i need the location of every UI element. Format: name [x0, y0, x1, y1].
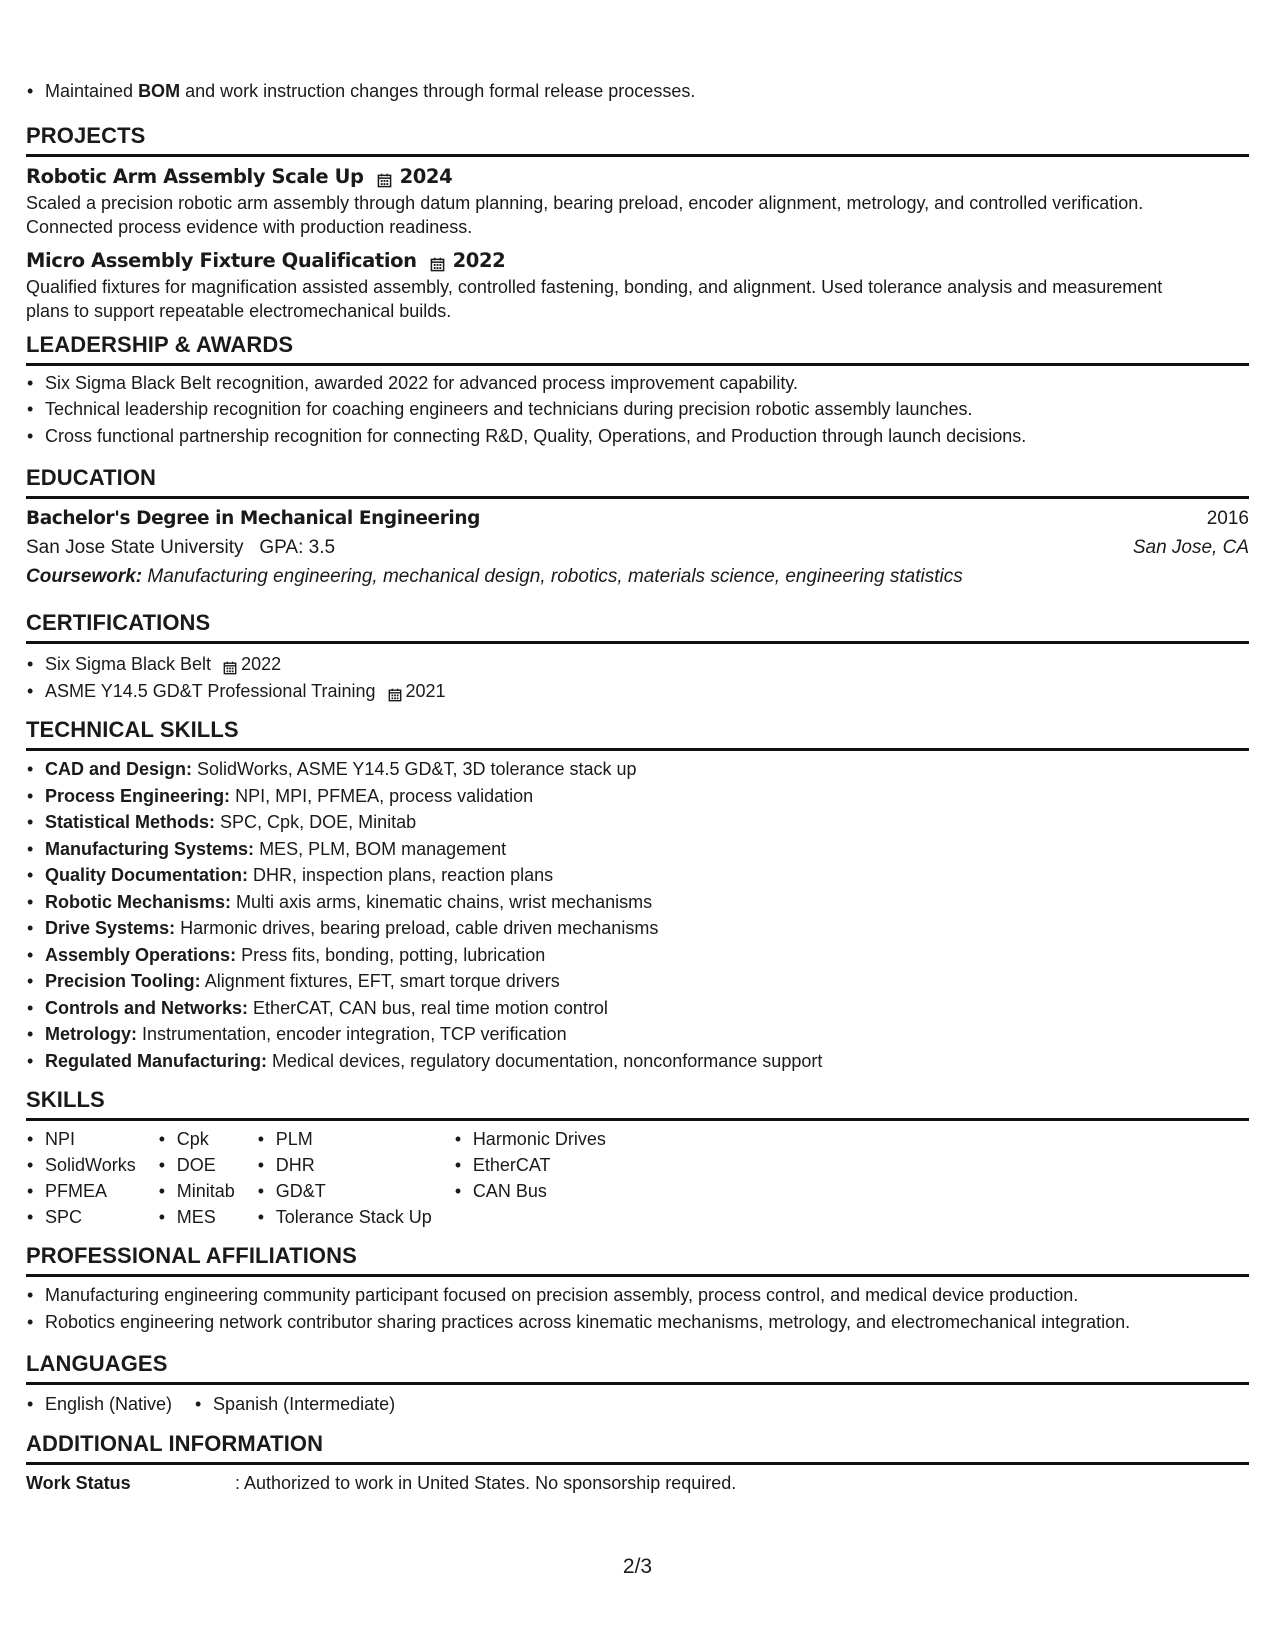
project-year: 2022	[452, 248, 506, 272]
skill-category: Controls and Networks:	[45, 997, 249, 1018]
section-title: TECHNICAL SKILLS	[26, 716, 1249, 751]
list-item: • English (Native)	[26, 1391, 172, 1418]
section-title: ADDITIONAL INFORMATION	[26, 1430, 1249, 1465]
list-item: • NPI	[26, 1126, 136, 1152]
skill-values: Alignment fixtures, EFT, smart torque drivers	[204, 971, 560, 991]
skill-category: Process Engineering:	[45, 785, 231, 806]
leadership-list	[26, 366, 1249, 450]
languages-section	[26, 1350, 1249, 1418]
list-item	[26, 1048, 1249, 1075]
certifications-section	[26, 609, 1249, 704]
school-name: San Jose State University	[26, 537, 244, 558]
skill-category: CAD and Design:	[45, 759, 193, 779]
project-description: Qualified fixtures for magnification assisted assembly, controlled fastening, bonding, and alignment. Used tolerance analysis and measurement plans to support repeatable electromechanical builds.	[26, 276, 1163, 321]
projects-section	[26, 122, 1249, 323]
list-item: • GD&T	[257, 1178, 432, 1204]
work-status-label: Work Status	[26, 1473, 131, 1493]
school-location: San Jose, CA	[1132, 537, 1249, 558]
list-item: • DOE	[158, 1152, 235, 1178]
skill-values: Medical devices, regulatory documentation, nonconformance support	[272, 1050, 823, 1071]
skill-category: Statistical Methods:	[45, 812, 216, 832]
list-item	[26, 995, 1249, 1022]
certifications-list	[26, 644, 1249, 704]
certification-name: ASME Y14.5 GD&T Professional Training	[45, 680, 376, 701]
languages-list	[26, 1385, 1249, 1418]
work-status-value: : Authorized to work in United States. No sponsorship required.	[235, 1473, 737, 1493]
projects-list	[26, 157, 1249, 323]
list-item	[26, 783, 1249, 810]
list-item: • CAN Bus	[454, 1178, 606, 1204]
project-heading	[26, 163, 1249, 191]
degree-name: Bachelor's Degree in Mechanical Engineering	[26, 508, 480, 529]
list-item	[26, 968, 1249, 995]
certification-year: 2022	[241, 654, 282, 674]
technical-skills-list	[26, 751, 1249, 1074]
skill-category: Manufacturing Systems:	[45, 838, 255, 859]
project-item	[26, 247, 1249, 323]
section-title: PROJECTS	[26, 122, 1249, 157]
list-item: • PFMEA	[26, 1178, 136, 1204]
education-degree-row	[26, 504, 1249, 533]
certification-year: 2021	[405, 680, 446, 701]
skill-category: Drive Systems:	[45, 918, 176, 938]
list-item: • SPC	[26, 1204, 136, 1230]
education-school-row	[26, 533, 1249, 562]
list-item: • Tolerance Stack Up	[257, 1204, 432, 1230]
list-item: • Technical leadership recognition for coaching engineers and technicians during precision robotic assembly launches.	[26, 396, 1249, 423]
education-section	[26, 464, 1249, 591]
calendar-icon	[430, 252, 445, 267]
coursework-row	[26, 562, 1249, 591]
resume-page	[26, 78, 1249, 1496]
list-item	[26, 915, 1249, 942]
work-status-row	[26, 1465, 1249, 1496]
skill-category: Quality Documentation:	[45, 865, 249, 885]
project-name: Micro Assembly Fixture Qualification	[26, 248, 417, 272]
graduation-year: 2016	[1206, 508, 1249, 529]
section-title: SKILLS	[26, 1086, 1249, 1121]
list-item: • Cpk	[158, 1126, 235, 1152]
certification-name: Six Sigma Black Belt	[45, 654, 212, 674]
skills-grid	[26, 1121, 1249, 1230]
coursework-text: Manufacturing engineering, mechanical design, robotics, materials science, engineering statistics	[147, 566, 963, 587]
list-item: • Manufacturing engineering community participant focused on precision assembly, process control, and medical device production.	[26, 1282, 1249, 1309]
list-item: • SolidWorks	[26, 1152, 136, 1178]
skill-category: Robotic Mechanisms:	[45, 891, 232, 912]
skills-column	[158, 1126, 235, 1230]
list-item: • EtherCAT	[454, 1152, 606, 1178]
project-name: Robotic Arm Assembly Scale Up	[26, 164, 364, 188]
list-item	[26, 651, 1249, 678]
list-item: • Minitab	[158, 1178, 235, 1204]
affiliations-section	[26, 1242, 1249, 1335]
list-item	[26, 942, 1249, 969]
calendar-icon	[377, 168, 392, 183]
skill-values: Multi axis arms, kinematic chains, wrist mechanisms	[236, 891, 653, 912]
list-item: • Harmonic Drives	[454, 1126, 606, 1152]
skill-category: Regulated Manufacturing:	[45, 1050, 268, 1071]
skill-values: EtherCAT, CAN bus, real time motion control	[253, 997, 608, 1018]
skill-values: DHR, inspection plans, reaction plans	[253, 865, 554, 885]
list-item: • Six Sigma Black Belt recognition, awarded 2022 for advanced process improvement capability.	[26, 370, 1249, 397]
calendar-icon	[388, 683, 402, 697]
skill-category: Assembly Operations:	[45, 944, 237, 965]
skills-section	[26, 1086, 1249, 1230]
list-item: • Spanish (Intermediate)	[194, 1391, 395, 1418]
project-year: 2024	[399, 164, 453, 188]
list-item: • MES	[158, 1204, 235, 1230]
affiliations-list	[26, 1277, 1249, 1335]
section-title: PROFESSIONAL AFFILIATIONS	[26, 1242, 1249, 1277]
skill-category: Metrology:	[45, 1024, 137, 1044]
skill-values: Press fits, bonding, potting, lubrication	[241, 944, 546, 965]
section-title: LANGUAGES	[26, 1350, 1249, 1385]
calendar-icon	[223, 656, 237, 670]
skill-values: SolidWorks, ASME Y14.5 GD&T, 3D tolerance stack up	[197, 759, 637, 779]
list-item: • DHR	[257, 1152, 432, 1178]
skill-category: Precision Tooling:	[45, 971, 201, 991]
list-item: • Cross functional partnership recognition for connecting R&D, Quality, Operations, and Production through launch decisions.	[26, 423, 1249, 450]
section-title: EDUCATION	[26, 464, 1249, 499]
list-item	[26, 756, 1249, 783]
project-description: Scaled a precision robotic arm assembly through datum planning, bearing preload, encoder alignment, metrology, and controlled verification. Connected process evidence with production readiness.	[26, 192, 1144, 237]
list-item	[26, 862, 1249, 889]
additional-info-section	[26, 1430, 1249, 1496]
list-item: • Robotics engineering network contributor sharing practices across kinematic mechanisms, metrology, and electromechanical integration.	[26, 1309, 1249, 1336]
skill-values: Harmonic drives, bearing preload, cable driven mechanisms	[180, 918, 659, 938]
list-item	[26, 678, 1249, 705]
list-item	[26, 1021, 1249, 1048]
page-number: 2/3	[622, 1555, 653, 1578]
section-title: LEADERSHIP & AWARDS	[26, 331, 1249, 366]
project-item	[26, 163, 1249, 239]
coursework-label: Coursework:	[26, 566, 143, 587]
experience-continued-list	[26, 78, 1249, 105]
skills-column	[26, 1126, 136, 1230]
list-item	[26, 809, 1249, 836]
list-item	[26, 836, 1249, 863]
list-item	[26, 889, 1249, 916]
project-heading	[26, 247, 1249, 275]
gpa: GPA: 3.5	[259, 537, 336, 558]
technical-skills-section	[26, 716, 1249, 1074]
section-title: CERTIFICATIONS	[26, 609, 1249, 644]
skill-values: MES, PLM, BOM management	[259, 838, 507, 859]
skill-values: Instrumentation, encoder integration, TCP verification	[142, 1024, 567, 1044]
list-item: • Maintained BOM and work instruction changes through formal release processes.	[26, 78, 1249, 105]
list-item: • PLM	[257, 1126, 432, 1152]
leadership-section	[26, 331, 1249, 450]
skill-values: NPI, MPI, PFMEA, process validation	[235, 785, 534, 806]
skills-column	[257, 1126, 432, 1230]
skills-column	[454, 1126, 606, 1230]
skill-values: SPC, Cpk, DOE, Minitab	[220, 812, 417, 832]
